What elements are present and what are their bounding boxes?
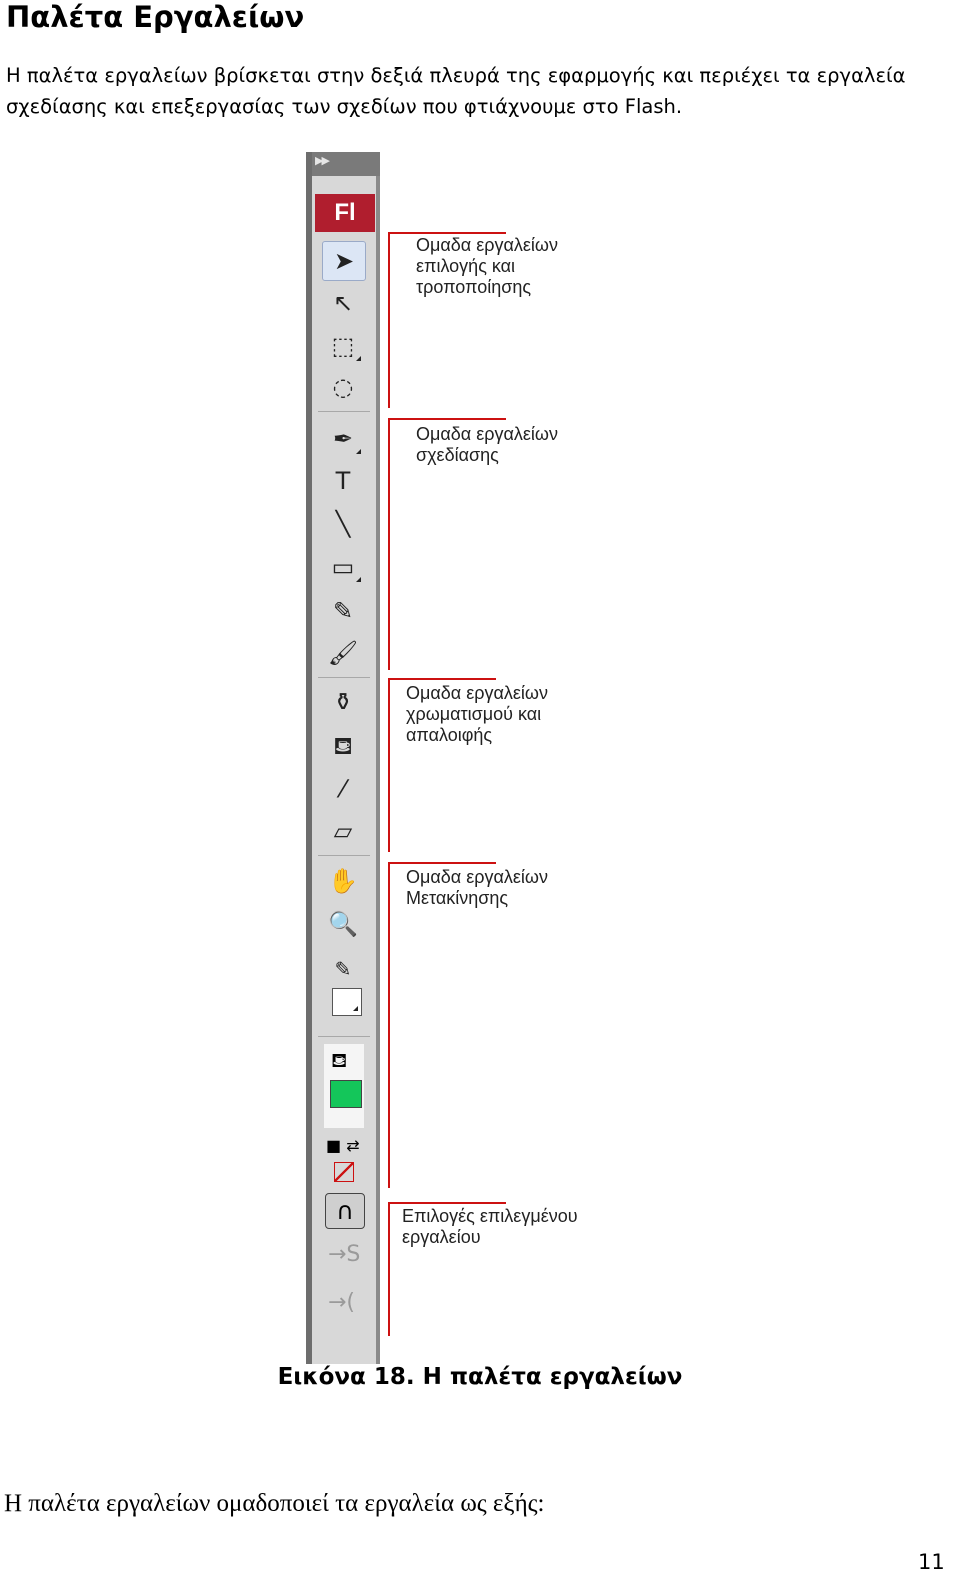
separator: [318, 411, 370, 412]
annotation-color-group: Ομαδα εργαλείων χρωματισμού και απαλοιφής: [406, 683, 548, 745]
straighten-icon: →(: [328, 1290, 356, 1315]
separator: [318, 1036, 370, 1037]
page-number: 11: [918, 1550, 945, 1574]
eraser-icon: ▱: [333, 817, 353, 845]
bracket-line: [388, 418, 506, 420]
body-paragraph: Η παλέτα εργαλείων ομαδοποιεί τα εργαλεία ως εξής:: [4, 1490, 545, 1517]
bracket-line: [388, 1202, 506, 1204]
rectangle-icon: ▭: [322, 548, 364, 586]
subselection-arrow-icon: ↖: [332, 289, 354, 317]
annotation-selection-group: Ομαδα εργαλείων επιλογής και τροποποίησης: [416, 235, 558, 297]
annotation-navigation-group: Ομαδα εργαλείων Μετακίνησης: [406, 867, 548, 908]
stroke-color-icon: [332, 988, 362, 1016]
hand-icon: ✋: [328, 867, 358, 895]
zoom-icon: 🔍: [328, 910, 358, 938]
bracket-line: [388, 678, 496, 680]
ink-bottle-icon: ⚱: [332, 688, 354, 716]
intro-line-2: σχεδίασης και επεξεργασίας των σχεδίων που φτιάχνουμε στο Flash.: [6, 95, 683, 118]
bracket-line: [388, 678, 390, 852]
collapse-icon: ▶▶: [315, 154, 328, 167]
pencil-icon: ✎: [332, 597, 354, 625]
lasso-icon: ◌: [332, 373, 354, 401]
paint-bucket-icon: ⛾: [333, 732, 353, 760]
page-title: Παλέτα Εργαλείων: [6, 0, 305, 34]
snap-magnet-icon: ∩: [325, 1193, 365, 1229]
pen-icon: ✒: [322, 420, 364, 458]
no-color-icon: [334, 1162, 354, 1182]
separator: [318, 677, 370, 678]
flash-logo: Fl: [315, 194, 375, 232]
brush-icon: 🖌: [327, 639, 359, 667]
separator: [318, 855, 370, 856]
bracket-line: [388, 1202, 390, 1336]
bracket-line: [388, 862, 390, 1188]
fill-color-icon: [330, 1080, 362, 1108]
bracket-line: [388, 418, 390, 670]
line-icon: ╲: [335, 510, 351, 538]
selection-arrow-icon: ➤: [322, 241, 366, 281]
default-colors-icon: ■ ⇄: [326, 1136, 360, 1155]
bracket-line: [388, 232, 390, 408]
free-transform-icon: ⬚: [322, 327, 364, 365]
annotation-options-group: Επιλογές επιλεγμένου εργαλείου: [402, 1206, 578, 1247]
bracket-line: [388, 232, 506, 234]
stroke-pencil-icon: ✎: [334, 957, 352, 981]
annotation-drawing-group: Ομαδα εργαλείων σχεδίασης: [416, 424, 558, 465]
bracket-line: [388, 862, 496, 864]
text-icon: T: [335, 467, 351, 495]
eyedropper-icon: ⁄: [340, 775, 345, 803]
palette-edge: [376, 176, 380, 1364]
intro-line-1: Η παλέτα εργαλείων βρίσκεται στην δεξιά πλευρά της εφαρμογής και περιέχει τα εργαλεία: [6, 64, 906, 87]
fill-bucket-icon: ⛾: [331, 1048, 348, 1072]
figure-caption: Εικόνα 18. Η παλέτα εργαλείων: [277, 1364, 683, 1390]
smooth-icon: →S: [328, 1242, 361, 1267]
